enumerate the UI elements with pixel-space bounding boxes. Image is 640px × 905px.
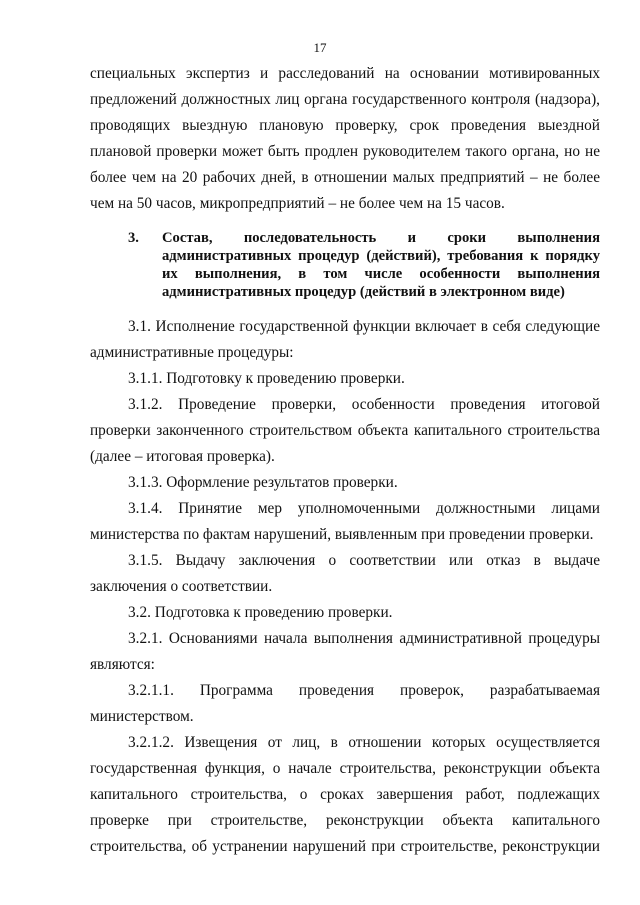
section-heading [90, 229, 600, 301]
paragraph-3-2-1-2: 3.2.1.2. Извещения от лиц, в отношении которых осуществляется государственная функция, о начале строительства, реконструкции объекта капитального строительства, о сроках завершения работ, подлежащих проверке при строительстве, реконструкции объекта капитального строительства, об устранении нарушений при строительстве, реконструкции [90, 734, 600, 855]
paragraph-3-2-1-1: 3.2.1.1. Программа проведения проверок, разрабатываемая министерством. [90, 682, 600, 725]
paragraph-3-1-2: 3.1.2. Проведение проверки, особенности проведения итоговой проверки законченного строительством объекта капитального строительства (далее – итоговая проверка). [90, 396, 600, 465]
section-number: 3. [128, 230, 139, 246]
paragraph-3-1-3: 3.1.3. Оформление результатов проверки. [128, 474, 398, 491]
paragraph-3-1-1: 3.1.1. Подготовку к проведению проверки. [128, 370, 405, 387]
paragraph-continuation: специальных экспертиз и расследований на основании мотивированных предложений должностных лиц органа государственного контроля (надзора), проводящих выездную плановую проверку, срок проведения выездной плановой проверки может быть продлен руководителем такого органа, но не более чем на 20 рабочих дней, в отношении малых предприятий – не более чем на 50 часов, микропредприятий – не более чем на 15 часов. [90, 65, 600, 212]
paragraph-3-2-1: 3.2.1. Основаниями начала выполнения административной процедуры являются: [90, 630, 600, 673]
page-number: 17 [313, 40, 327, 55]
body-text-main [90, 314, 600, 860]
paragraph-3-1: 3.1. Исполнение государственной функции включает в себя следующие административные процедуры: [90, 318, 600, 361]
paragraph-3-1-4: 3.1.4. Принятие мер уполномоченными должностными лицами министерства по фактам нарушений, выявленным при проведении проверки. [90, 500, 600, 543]
section-title: Состав, последовательность и сроки выполнения административных процедур (действий), требования к порядку их выполнения, в том числе особенности выполнения административных процедур (действий в электронном виде) [162, 230, 600, 300]
paragraph-3-1-5: 3.1.5. Выдачу заключения о соответствии или отказ в выдаче заключения о соответствии. [90, 552, 600, 595]
paragraph-3-2: 3.2. Подготовка к проведению проверки. [128, 604, 393, 621]
body-text-top [90, 61, 600, 217]
